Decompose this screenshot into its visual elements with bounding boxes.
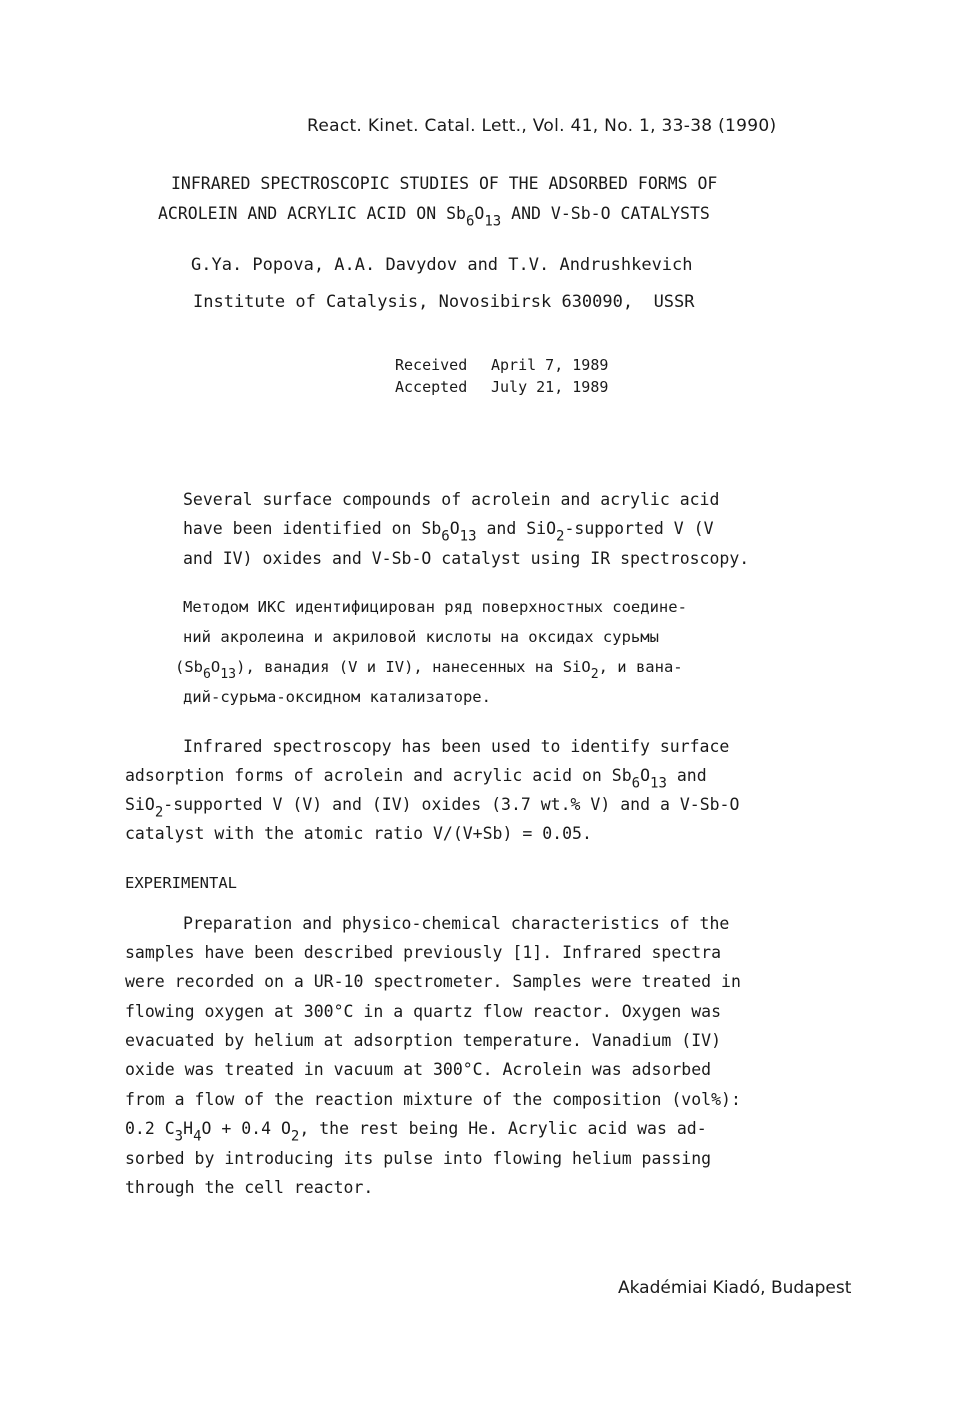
subscript: 6 xyxy=(203,666,211,682)
text: O xyxy=(640,766,651,785)
subscript: 6 xyxy=(441,528,450,545)
abstract-en-line: Several surface compounds of acrolein and acrylic acid xyxy=(183,490,720,509)
title-subscript: 13 xyxy=(484,213,502,230)
title-subscript: 6 xyxy=(465,213,475,230)
intro-line xyxy=(125,766,707,792)
subscript: 2 xyxy=(154,804,164,821)
text: and xyxy=(666,766,707,785)
intro-line: catalyst with the atomic ratio V/(V+Sb) = 0.05. xyxy=(125,824,592,843)
title-text: O xyxy=(474,204,485,223)
intro-line xyxy=(125,795,740,821)
subscript: 6 xyxy=(631,775,641,792)
experimental-line: flowing oxygen at 300°C in a quartz flow reactor. Oxygen was xyxy=(125,1002,722,1021)
experimental-line: Preparation and physico-chemical characteristics of the xyxy=(183,914,730,933)
text: 0.2 C xyxy=(125,1119,175,1138)
text: (Sb xyxy=(175,658,203,676)
abstract-ru-line: Методом ИКС идентифицирован ряд поверхностных соедине- xyxy=(183,598,687,616)
abstract-ru-line: дий-сурьма-оксидном катализаторе. xyxy=(183,688,491,706)
journal-citation: React. Kinet. Catal. Lett., Vol. 41, No. 1, 33-38 (1990) xyxy=(307,116,777,136)
text: O xyxy=(449,519,460,538)
authors: G.Ya. Popova, A.A. Davydov and T.V. Andrushkevich xyxy=(191,255,693,275)
title-text: ACROLEIN AND ACRYLIC ACID ON Sb xyxy=(158,204,466,223)
experimental-line xyxy=(125,1119,707,1145)
accepted-date: July 21, 1989 xyxy=(491,378,609,396)
intro-line: Infrared spectroscopy has been used to identify surface xyxy=(183,737,730,756)
text: , the rest being He. Acrylic acid was ad- xyxy=(299,1119,707,1138)
section-heading: EXPERIMENTAL xyxy=(125,874,237,892)
experimental-line: samples have been described previously [1]. Infrared spectra xyxy=(125,943,722,962)
text: O xyxy=(210,658,221,676)
text: SiO xyxy=(125,795,155,814)
experimental-line: were recorded on a UR-10 spectrometer. Samples were treated in xyxy=(125,972,741,991)
experimental-line: from a flow of the reaction mixture of the composition (vol%): xyxy=(125,1090,741,1109)
text: ), ванадия (V и IV), нанесенных на SiO xyxy=(236,658,591,676)
text: -supported V (V xyxy=(564,519,714,538)
experimental-line: evacuated by helium at adsorption temperature. Vanadium (IV) xyxy=(125,1031,722,1050)
subscript: 3 xyxy=(174,1128,184,1145)
experimental-line: oxide was treated in vacuum at 300°C. Acrolein was adsorbed xyxy=(125,1060,712,1079)
text: O + 0.4 O xyxy=(201,1119,291,1138)
text: and SiO xyxy=(476,519,557,538)
subscript: 2 xyxy=(590,666,599,682)
subscript: 13 xyxy=(220,666,237,682)
abstract-ru-line xyxy=(175,658,683,682)
text: -supported V (V) and (IV) oxides (3.7 wt.% V) and a V-Sb-O xyxy=(163,795,740,814)
text: adsorption forms of acrolein and acrylic acid on Sb xyxy=(125,766,632,785)
title-line-2 xyxy=(158,204,710,230)
text: H xyxy=(183,1119,194,1138)
publisher: Akadémiai Kiadó, Budapest xyxy=(618,1278,852,1298)
subscript: 4 xyxy=(193,1128,202,1145)
title-line-1: INFRARED SPECTROSCOPIC STUDIES OF THE ADSORBED FORMS OF xyxy=(171,174,718,193)
experimental-line: sorbed by introducing its pulse into flowing helium passing xyxy=(125,1149,712,1168)
received-date: April 7, 1989 xyxy=(491,356,609,374)
experimental-line: through the cell reactor. xyxy=(125,1178,374,1197)
accepted-label: Accepted xyxy=(395,378,468,396)
abstract-en-line: and IV) oxides and V-Sb-O catalyst using IR spectroscopy. xyxy=(183,549,750,568)
subscript: 13 xyxy=(459,528,477,545)
subscript: 2 xyxy=(556,528,565,545)
subscript: 13 xyxy=(650,775,667,792)
abstract-ru-line: ний акролеина и акриловой кислоты на оксидах сурьмы xyxy=(183,628,659,646)
title-text: AND V-Sb-O CATALYSTS xyxy=(501,204,710,223)
text: , и вана- xyxy=(598,658,683,676)
text: have been identified on Sb xyxy=(183,519,442,538)
affiliation: Institute of Catalysis, Novosibirsk 630090, USSR xyxy=(193,292,695,312)
subscript: 2 xyxy=(290,1128,300,1145)
abstract-en-line xyxy=(183,519,714,545)
received-label: Received xyxy=(395,356,468,374)
